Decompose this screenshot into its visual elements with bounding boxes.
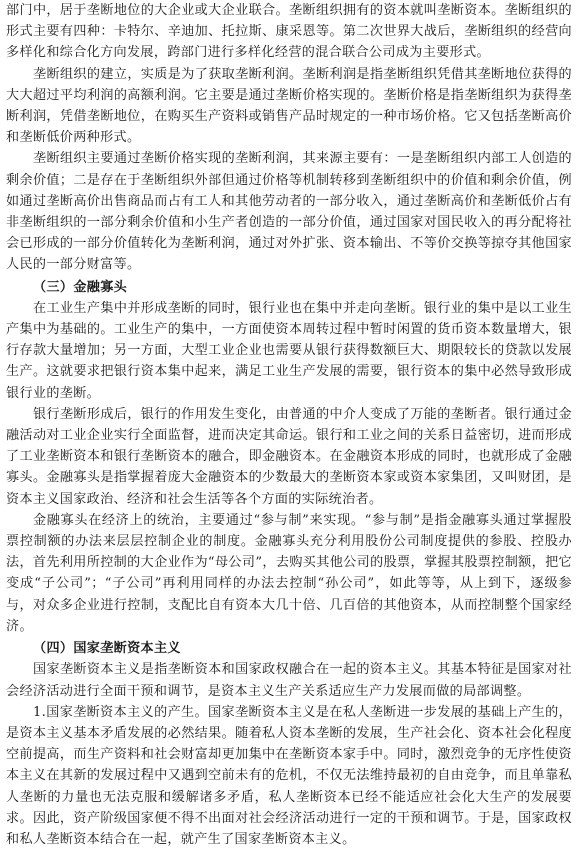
- paragraph-bank-concentration: 在工业生产集中并形成垄断的同时，银行业也在集中并走向垄断。银行业的集中是以工业生产集中为基础的。工业生产的集中，一方面使资本周转过程中暂时闲置的货币资本数量增大，银行存款大量增加；另一方面，大型工业企业也需要从银行获得数额巨大、期限较长的贷款以发展生产。这就要求把银行资本集中起来，满足工业生产发展的需要，银行资本的集中必然导致形成银行业的垄断。: [6, 300, 572, 401]
- paragraph-monopoly-profit: 垄断组织的建立，实质是为了获取垄断利润。垄断利润是指垄断组织凭借其垄断地位获得的大大超过平均利润的高额利润。它主要是通过垄断价格实现的。垄断价格是指垄断组织为获得垄断利润，凭借垄断地位，在购买生产资料或销售产品时规定的一种市场价格。它又包括垄断高价和垄断低价两种形式。: [6, 66, 572, 146]
- paragraph-financial-capital: 银行垄断形成后，银行的作用发生变化，由普通的中介人变成了万能的垄断者。银行通过金融活动对工业企业实行全面监督，进而决定其命运。银行和工业之间的关系日益密切，进而形成了工业垄断资本和银行垄断资本的融合，即金融资本。在金融资本形成的同时，也就形成了金融寡头。金融寡头是指掌握着庞大金融资本的少数最大的垄断资本家或资本家集团，又叫财团，是资本主义国家政治、经济和社会生活等各个方面的实际统治者。: [6, 406, 572, 507]
- paragraph-profit-sources: 垄断组织主要通过垄断价格实现的垄断利润，其来源主要有：一是垄断组织内部工人创造的剩余价值；二是存在于垄断组织外部但通过价格等机制转移到垄断组织中的价值和剩余价值，例如通过垄断高价出售商品而占有工人和其他劳动者的一部分收入，通过垄断高价和垄断低价占有非垄断组织的一部分剩余价值和小生产者创造的一部分价值，通过国家对国民收入的再分配将社会已形成的一部分价值转化为垄断利润，通过对外扩张、资本输出、不等价交换等掠夺其他国家人民的一部分财富等。: [6, 151, 572, 273]
- paragraph-state-monopoly-origin: 1.国家垄断资本主义的产生。国家垄断资本主义是在私人垄断进一步发展的基础上产生的，是资本主义基本矛盾发展的必然结果。随着私人资本垄断的发展，生产社会化、资本社会化程度空前提高，而生产资料和社会财富却更加集中在垄断资本家手中。同时，激烈竞争的无序性使资本主义在其新的发展过程中又遇到空前未有的危机，不仅无法维持最初的自由竞争，而且单靠私人垄断的力量也无法克服和缓解诸多矛盾，私人垄断资本已经不能适应社会化大生产的发展要求。因此，资产阶级国家便不得不出面对社会经济活动进行一定的干预和调节。于是，国家政权和私人垄断资本结合在一起，就产生了国家垄断资本主义。: [6, 704, 572, 847]
- paragraph-monopoly-definition: 部门中，居于垄断地位的大企业或大企业联合。垄断组织拥有的资本就叫垄断资本。垄断组织的形式主要有四种：卡特尔、辛迪加、托拉斯、康采恩等。第二次世界大战后，垄断组织的经营向多样化和综合化方向发展，跨部门进行多样化经营的混合联合公司成为主要形式。: [6, 3, 572, 61]
- paragraph-state-monopoly-definition: 国家垄断资本主义是指垄断资本和国家政权融合在一起的资本主义。其基本特征是国家对社会经济活动进行全面干预和调节，是资本主义生产关系适应生产力发展而做的局部调整。: [6, 662, 572, 699]
- section-heading-state-monopoly-capitalism: （四）国家垄断资本主义: [33, 641, 181, 657]
- section-heading-financial-oligarchy: （三）金融寡头: [33, 279, 128, 295]
- document-page: [6, 0, 572, 858]
- paragraph-participation-system: 金融寡头在经济上的统治，主要通过“参与制”来实现。“参与制”是指金融寡头通过掌握股票控制额的办法来层层控制企业的制度。金融寡头充分利用股份公司制度提供的参股、控股办法，首先利用所控制的大企业作为“母公司”，去购买其他公司的股票，掌握其股票控制额，把它变成“子公司”；“子公司”再利用同样的办法去控制“孙公司”，如此等等，从上到下，逐级参与，对众多企业进行控制，支配比自有资本大几十倍、几百倍的其他资本，从而控制整个国家经济。: [6, 512, 572, 634]
